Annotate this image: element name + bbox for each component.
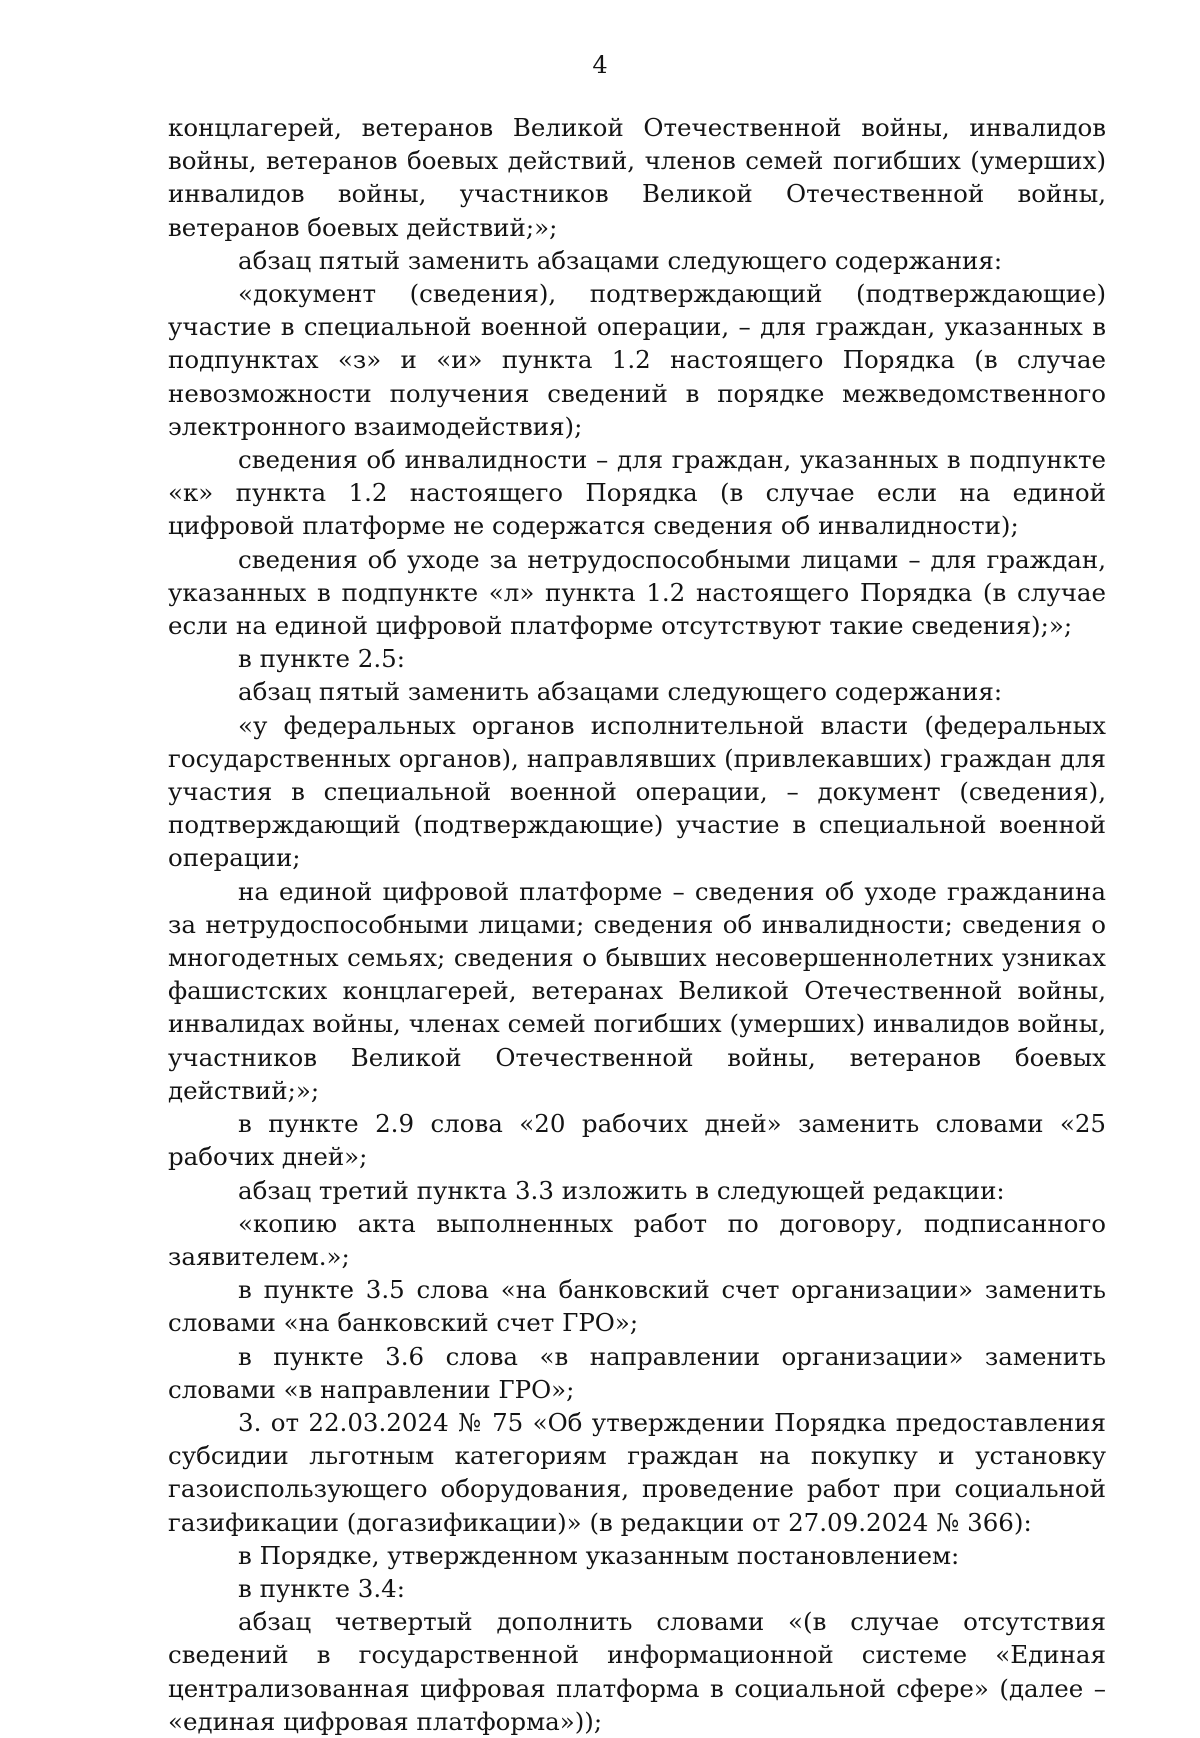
paragraph: в пункте 3.4:	[238, 1573, 406, 1603]
paragraph: в пункте 2.9 слова «20 рабочих дней» заменить словами «25 рабочих дней»;	[168, 1109, 1106, 1172]
paragraph: «документ (сведения), подтверждающий (подтверждающие) участие в специальной военной операции, – для граждан, указанных в подпунктах «з» и «и» пункта 1.2 настоящего Порядка (в случае невозможности получения сведений в порядке межведомственного электронного взаимодействия);	[168, 279, 1106, 441]
paragraph: «у федеральных органов исполнительной власти (федеральных государственных органов), направлявших (привлекавших) граждан для участия в специальной военной операции, – документ (сведения), подтверждающий (подтверждающие) участие в специальной военной операции;	[168, 710, 1106, 873]
paragraph: сведения об уходе за нетрудоспособными лицами – для граждан, указанных в подпункте «л» пункта 1.2 настоящего Порядка (в случае если на единой цифровой платформе отсутствуют такие сведения);»;	[168, 544, 1106, 641]
paragraph: абзац пятый заменить абзацами следующего содержания:	[238, 245, 1003, 275]
paragraph: в Порядке, утвержденном указанным постановлением:	[238, 1540, 960, 1570]
paragraph: в пункте 3.6 слова «в направлении организации» заменить словами «в направлении ГРО»;	[168, 1341, 1106, 1404]
paragraph: абзац четвертый дополнить словами «(в случае отсутствия сведений в государственной информационной системе «Единая централизованная цифровая платформа в социальной сфере» (далее – «единая цифровая платформа»));	[168, 1607, 1106, 1736]
paragraph: «копию акта выполненных работ по договору, подписанного заявителем.»;	[168, 1208, 1106, 1271]
document-body	[168, 111, 1106, 1738]
paragraph: в пункте 3.5 слова «на банковский счет организации» заменить словами «на банковский счет ГРО»;	[168, 1275, 1106, 1338]
paragraph: в пункте 2.5:	[238, 644, 406, 674]
paragraph: абзац третий пункта 3.3 изложить в следующей редакции:	[238, 1175, 1005, 1205]
paragraph: сведения об инвалидности – для граждан, указанных в подпункте «к» пункта 1.2 настоящего Порядка (в случае если на единой цифровой платформе не содержатся сведения об инвалидности);	[168, 445, 1106, 541]
paragraph: абзац пятый заменить абзацами следующего содержания:	[238, 677, 1003, 707]
paragraph: на единой цифровой платформе – сведения об уходе гражданина за нетрудоспособными лицами; сведения об инвалидности; сведения о многодетных семьях; сведения о бывших несовершеннолетних узниках фашистских концлагерей, ветеранах Великой Отечественной войны, инвалидах войны, членах семей погибших (умерших) инвалидов войны, участников Великой Отечественной войны, ветеранов боевых действий;»;	[168, 876, 1106, 1105]
page-number: 4	[592, 51, 608, 79]
paragraph: 3. от 22.03.2024 № 75 «Об утверждении Порядка предоставления субсидии льготным категориям граждан на покупку и установку газоиспользующего оборудования, проведение работ при социальной газификации (догазификации)» (в редакции от 27.09.2024 № 366):	[168, 1407, 1106, 1537]
paragraph-continuation: концлагерей, ветеранов Великой Отечественной войны, инвалидов войны, ветеранов боевых действий, членов семей погибших (умерших) инвалидов войны, участников Великой Отечественной войны, ветеранов боевых действий;»;	[168, 113, 1106, 242]
